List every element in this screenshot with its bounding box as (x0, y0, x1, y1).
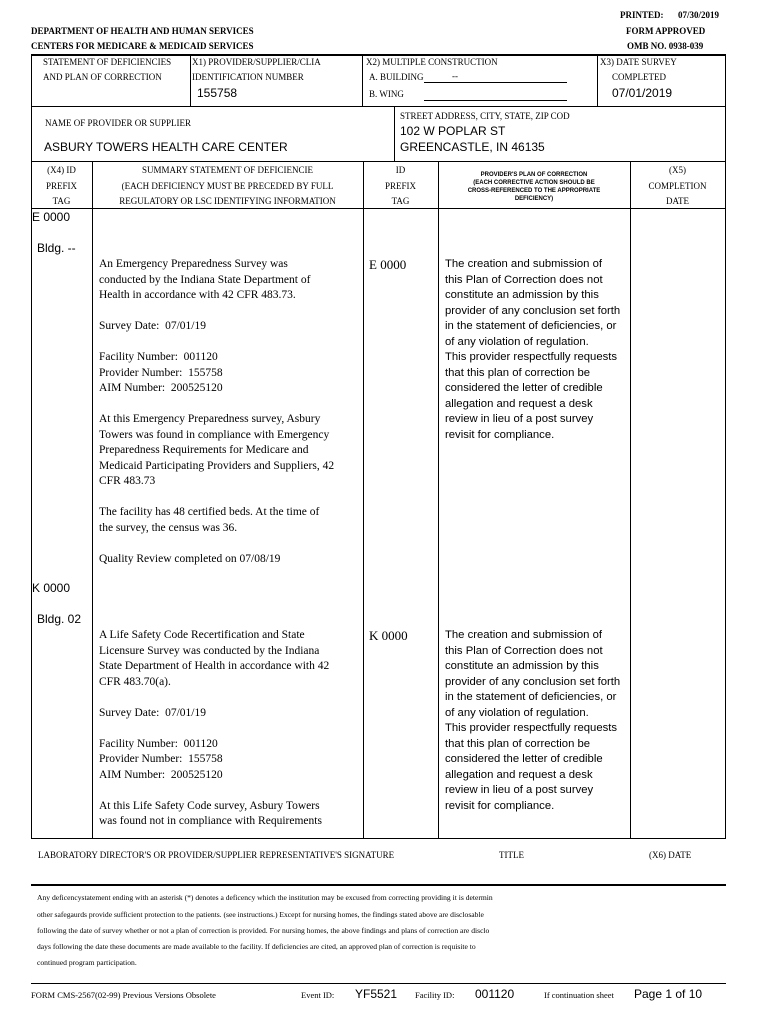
k-plan-of-correction: The creation and submission of this Plan of Correction does not constitute an admission by this provider of any conclusion set forth in the statement of deficiencies, or of any violation of regulation. This provider respectfully requests that this plan of correction be considered the letter of credible allegation and request a desk review in lieu of a post survey revisit for compliance. (445, 629, 621, 812)
x4-id-label: (X4) ID (47, 165, 76, 175)
id-label: ID (395, 165, 406, 175)
poc-subheader-2: CROSS-REFERENCED TO THE APPROPRIATE (467, 188, 601, 194)
statement-label: STATEMENT OF DEFICIENCIES (43, 57, 172, 67)
k-tag: K 0000 (32, 581, 71, 595)
disclaimer-line-1: Any deficencystatement ending with an asterisk (*) denotes a deficency which the institution may be excused from correcting providing it is determin (37, 893, 493, 902)
e-plan-of-correction: The creation and submission of this Plan of Correction does not constitute an admission by this provider of any conclusion set forth in the statement of deficiencies, or of any violation of regulation. This provider respectfully requests that this plan of correction be considered the letter of credible allegation and request a desk review in lieu of a post survey revisit for compliance. (445, 258, 621, 441)
printed-label: PRINTED: (620, 10, 664, 20)
k-summary-text: A Life Safety Code Recertification and State Licensure Survey was conducted by the Indiana State Department of Health in accordance with 42 CFR 483.70(a). Survey Date: 07/01/19 Facility Number: 001120 Provider Number: 155758 AIM Number: 200525120 At this Life Safety Code survey, Asbury Towers was found not in compliance with Requirements (99, 629, 330, 827)
x1-label: X1) PROVIDER/SUPPLIER/CLIA (192, 57, 321, 67)
e-building: Bldg. -- (37, 241, 76, 255)
survey-date-value: 07/01/2019 (612, 86, 673, 100)
facility-id-value: 001120 (475, 987, 515, 1001)
title-label: TITLE (499, 850, 524, 860)
e-tag: E 0000 (32, 210, 71, 224)
summary-subheader: (EACH DEFICIENCY MUST BE PRECEDED BY FULL (121, 181, 334, 191)
e-summary-text: An Emergency Preparedness Survey was conducted by the Indiana State Department of Health in accordance with 42 CFR 483.73. Survey Date: 07/01/19 Facility Number: 001120 Provider Number: 155758 AIM Number: 200525120 At this Emergency Preparedness survey, Asbury Towers was found in compliance with Emergency Preparedness Requirements for Medicare and Medicaid Participating Providers and Suppliers, 42 CFR 483.73 The facility has 48 certified beds. At the time of the survey, the census was 36. Quality Review completed on 07/08/19 (99, 258, 335, 565)
completion-label: COMPLETION (648, 181, 707, 191)
x4-prefix-label: PREFIX (45, 181, 77, 191)
x2-label: X2) MULTIPLE CONSTRUCTION (366, 57, 498, 67)
e-id-tag: E 0000 (369, 257, 407, 272)
provider-name-label: NAME OF PROVIDER OR SUPPLIER (45, 118, 192, 128)
poc-subheader-3: DEFICIENCY) (514, 196, 554, 202)
provider-name-value: ASBURY TOWERS HEALTH CARE CENTER (44, 140, 288, 154)
provider-id-value: 155758 (197, 86, 238, 100)
k-id-tag: K 0000 (369, 628, 408, 643)
disclaimer-line-4: days following the date these documents are made available to the facility. If deficiencies are cited, an approved plan of correction is requisite to (37, 942, 476, 951)
cms-title: CENTERS FOR MEDICARE & MEDICAID SERVICES (31, 41, 254, 51)
form-approved: FORM APPROVED (626, 26, 706, 36)
facility-id-label: Facility ID: (415, 990, 455, 1000)
date-label: DATE (666, 196, 689, 206)
event-id-value: YF5521 (355, 987, 398, 1001)
disclaimer-line-5: continued program participation. (37, 958, 137, 967)
wing-label: B. WING (369, 89, 404, 99)
disclaimer-line-3: following the date of survey whether or not a plan of correction is provided. For nursing homes, the above findings and plans of correction are disclo (37, 926, 490, 935)
completed-label: COMPLETED (612, 72, 666, 82)
address-street: 102 W POPLAR ST (400, 124, 506, 138)
omb-number: OMB NO. 0938-039 (627, 41, 704, 51)
page-number: Page 1 of 10 (634, 987, 703, 1001)
signature-label: LABORATORY DIRECTOR'S OR PROVIDER/SUPPLIER REPRESENTATIVE'S SIGNATURE (38, 850, 395, 860)
address-label: STREET ADDRESS, CITY, STATE, ZIP COD (400, 111, 570, 121)
event-id-label: Event ID: (301, 990, 335, 1000)
x4-tag-label: TAG (52, 196, 71, 206)
id-tag-label: TAG (391, 196, 410, 206)
k-building: Bldg. 02 (37, 612, 82, 626)
poc-header: PROVIDER'S PLAN OF CORRECTION (480, 172, 588, 178)
disclaimer-line-2: other safegaurds provide sufficient protection to the patients. (see instructions.) Except for nursing homes, the findings stated above are disclosable (37, 910, 484, 919)
building-value: -- (452, 71, 458, 81)
poc-subheader: (EACH CORRECTIVE ACTION SHOULD BE (473, 180, 595, 186)
x3-label: X3) DATE SURVEY (600, 57, 677, 67)
x6-date-label: (X6) DATE (649, 850, 692, 860)
address-city: GREENCASTLE, IN 46135 (400, 140, 545, 154)
identification-number-label: IDENTIFICATION NUMBER (192, 72, 304, 82)
plan-of-correction-label: AND PLAN OF CORRECTION (43, 72, 162, 82)
continuation-label: If continuation sheet (544, 990, 614, 1000)
id-prefix-label: PREFIX (384, 181, 416, 191)
summary-subheader-2: REGULATORY OR LSC IDENTIFYING INFORMATION (119, 196, 336, 206)
x5-label: (X5) (669, 165, 686, 175)
building-label: A. BUILDING (369, 72, 424, 82)
department-title: DEPARTMENT OF HEALTH AND HUMAN SERVICES (31, 26, 254, 36)
summary-header: SUMMARY STATEMENT OF DEFICIENCIE (141, 165, 314, 175)
printed-date: 07/30/2019 (678, 10, 720, 20)
form-number: FORM CMS-2567(02-99) Previous Versions Obsolete (31, 990, 216, 1000)
